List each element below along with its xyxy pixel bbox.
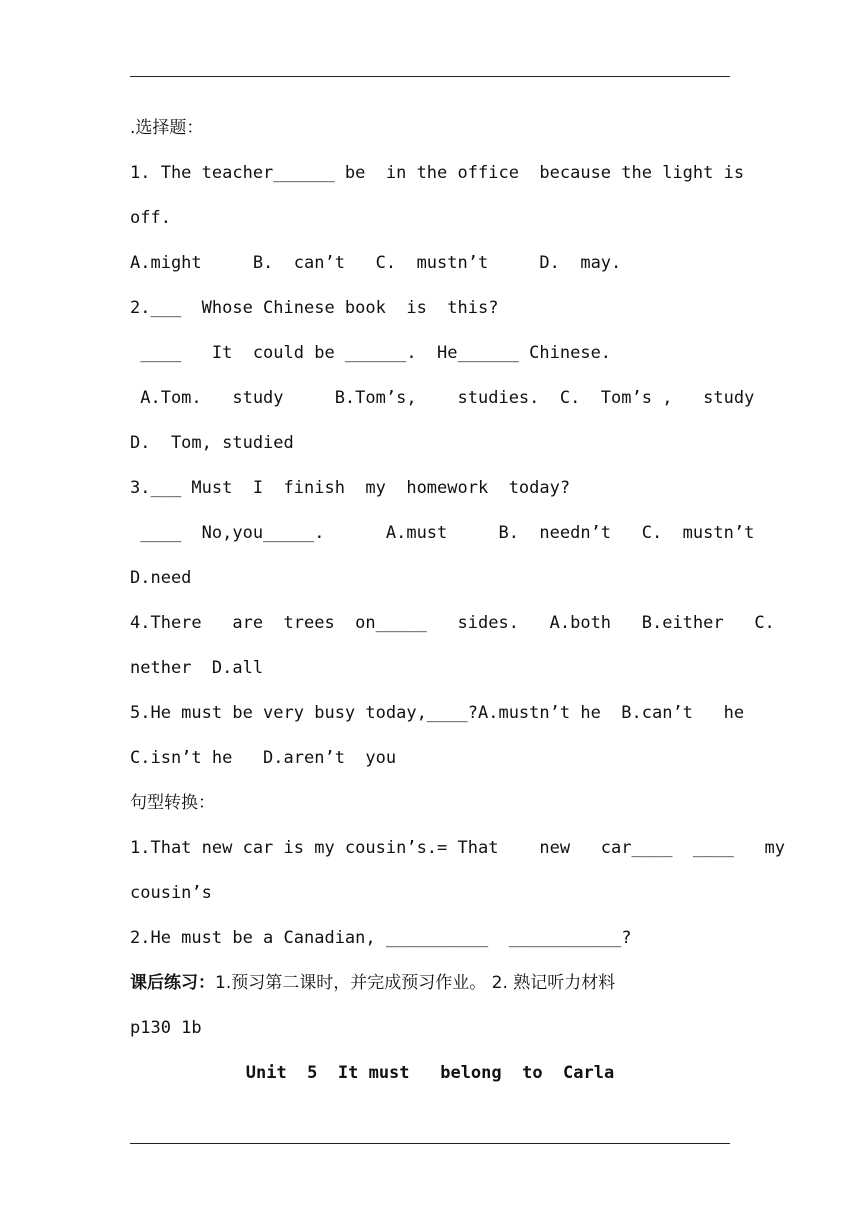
question-2-options-2: D. Tom, studied bbox=[130, 433, 294, 453]
question-4-line-2: nether D.all bbox=[130, 658, 264, 678]
question-1-line-1: 1. The teacher______ be in the office because the light is bbox=[130, 163, 745, 183]
transformation-2-line-1: 2.He must be a Canadian, __________ ___________? bbox=[130, 928, 632, 948]
question-4-line-1: 4.There are trees on_____ sides. A.both B.either C. bbox=[130, 613, 775, 633]
question-2-options-1: A.Tom. study B.Tom’s, studies. C. Tom’s , study bbox=[130, 388, 755, 408]
transformation-1-line-2: cousin’s bbox=[130, 883, 212, 903]
question-2-line-1: 2.___ Whose Chinese book is this? bbox=[130, 298, 499, 318]
section-heading-multiple-choice: .选择题： bbox=[130, 118, 204, 138]
header-rule bbox=[130, 76, 730, 77]
transformation-1-line-1: 1.That new car is my cousin’s.= That new car____ ____ my bbox=[130, 838, 786, 858]
section-heading-transformation: 句型转换： bbox=[130, 793, 215, 813]
homework-label: 课后练习： bbox=[130, 973, 215, 993]
question-5-line-1: 5.He must be very busy today,____?A.mustn’t he B.can’t he bbox=[130, 703, 745, 723]
question-3-line-1: 3.___ Must I finish my homework today? bbox=[130, 478, 571, 498]
homework-text: 1.预习第二课时，并完成预习作业。 2. 熟记听力材料 bbox=[215, 973, 616, 993]
question-5-line-2: C.isn’t he D.aren’t you bbox=[130, 748, 397, 768]
question-1-options: A.might B. can’t C. mustn’t D. may. bbox=[130, 253, 622, 273]
footer-unit-title: Unit 5 It must belong to Carla bbox=[245, 1063, 615, 1083]
question-3-line-2: ____ No,you_____. A.must B. needn’t C. mustn’t bbox=[130, 523, 755, 543]
homework-line-1 bbox=[130, 970, 730, 996]
question-1-line-2: off. bbox=[130, 208, 171, 228]
question-2-line-2: ____ It could be ______. He______ Chinese. bbox=[130, 343, 612, 363]
question-3-line-3: D.need bbox=[130, 568, 192, 588]
footer-rule bbox=[130, 1143, 730, 1144]
homework-line-2: p130 1b bbox=[130, 1018, 202, 1038]
